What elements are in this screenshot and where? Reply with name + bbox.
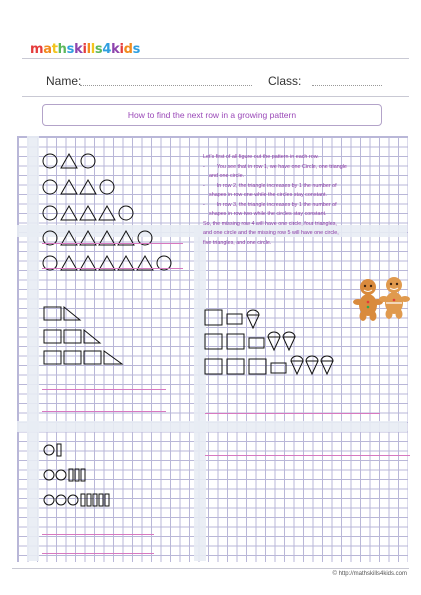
explanation-line: and one circle and the missing row 5 will have one circle, — [203, 230, 339, 236]
logo-letter: i — [119, 42, 124, 57]
circle-shape — [43, 256, 57, 270]
explanation-line: Let's first of all figure out the pattern in each row. — [203, 154, 319, 160]
logo-letter: a — [43, 42, 52, 57]
ice-cream-cone-shape — [291, 356, 303, 374]
square-shape — [44, 307, 61, 320]
explanation-line: - You see that in row 1, we have one Circle, one triangle — [203, 163, 347, 170]
pattern-three-row-3 — [205, 356, 333, 374]
triangle-shape — [61, 231, 77, 245]
explanation-line: shapes in row one while the circles stay constant. — [209, 192, 328, 198]
explanation-line: shapes in row two while the circles stay constant. — [209, 211, 327, 217]
circle-shape — [81, 154, 95, 168]
circle-shape — [43, 180, 57, 194]
square-shape — [64, 351, 81, 364]
triangle-shape — [80, 256, 96, 270]
circle-shape — [43, 154, 57, 168]
circle-shape — [43, 206, 57, 220]
square-shape — [227, 334, 244, 349]
bar-shape — [81, 469, 85, 481]
bar-shape — [87, 494, 91, 506]
bar-shape — [93, 494, 97, 506]
right-triangle-shape — [104, 351, 122, 364]
explanation-line: - In row 2, the triangle increases by 1 the number of — [203, 182, 337, 189]
triangle-shape — [118, 256, 134, 270]
rectangle-shape — [227, 314, 242, 324]
name-label: Name: — [46, 74, 82, 88]
ice-cream-cone-shape — [306, 356, 318, 374]
pattern-two-row-3 — [44, 351, 122, 364]
pattern-one-row-1 — [43, 154, 95, 168]
square-shape — [44, 330, 61, 343]
logo-letter: 4 — [102, 42, 112, 57]
triangle-shape — [137, 256, 153, 270]
ice-cream-cone-shape — [321, 356, 333, 374]
pattern-two-row-1 — [44, 307, 80, 320]
square-shape — [249, 359, 266, 374]
circle-shape — [56, 470, 66, 480]
pattern-two-row-2 — [44, 330, 100, 343]
triangle-shape — [80, 180, 96, 194]
circle-shape — [44, 495, 54, 505]
square-shape — [64, 330, 81, 343]
logo-letter: h — [57, 42, 67, 57]
pattern-three-row-2 — [205, 332, 295, 350]
circle-shape — [43, 231, 57, 245]
gingerbread-cookies-icon — [350, 275, 412, 323]
triangle-shape — [118, 231, 134, 245]
footer-url[interactable]: http://mathskills4kids.com — [338, 571, 407, 577]
pattern-one-row-3 — [43, 206, 133, 220]
copyright-icon: © — [332, 571, 337, 577]
pattern-three-row-1 — [205, 310, 259, 328]
bar-shape — [99, 494, 103, 506]
logo-letter: t — [51, 42, 58, 57]
triangle-shape — [99, 231, 115, 245]
bar-shape — [69, 469, 73, 481]
triangle-shape — [61, 180, 77, 194]
explanation-text — [203, 153, 405, 248]
square-shape — [205, 334, 222, 349]
logo-letter: k — [111, 42, 120, 57]
pattern-one-row-4 — [43, 231, 152, 245]
circle-shape — [119, 206, 133, 220]
explanation-line: - In row 3, the triangle increases by 1 the number of — [203, 201, 337, 208]
pattern-four-row-2 — [44, 469, 85, 481]
rectangle-shape — [271, 363, 286, 373]
footer — [333, 571, 407, 577]
square-shape — [227, 359, 244, 374]
logo-letter: i — [82, 42, 87, 57]
circle-shape — [138, 231, 152, 245]
triangle-shape — [80, 206, 96, 220]
ice-cream-cone-shape — [268, 332, 280, 350]
right-triangle-shape — [84, 330, 100, 343]
pattern-four — [44, 444, 109, 506]
logo-letter: s — [132, 42, 141, 57]
triangle-shape — [99, 206, 115, 220]
square-shape — [44, 351, 61, 364]
square-shape — [205, 310, 222, 325]
circle-shape — [68, 495, 78, 505]
ice-cream-cone-shape — [247, 310, 259, 328]
logo-letter: m — [30, 42, 44, 57]
right-triangle-shape — [64, 307, 80, 320]
logo-letter: s — [66, 42, 75, 57]
page-title: How to find the next row in a growing pattern — [127, 110, 297, 120]
footer-rule — [12, 568, 409, 569]
pattern-two — [44, 307, 122, 364]
class-label: Class: — [268, 74, 302, 88]
triangle-shape — [61, 154, 77, 168]
bar-shape — [81, 494, 85, 506]
explanation-line: five triangles, and one circle. — [203, 239, 272, 246]
circle-shape — [56, 495, 66, 505]
triangle-shape — [99, 256, 115, 270]
rectangle-shape — [249, 338, 264, 348]
pattern-three — [205, 310, 333, 374]
triangle-shape — [61, 206, 77, 220]
pattern-four-row-1 — [44, 444, 61, 456]
circle-shape — [100, 180, 114, 194]
pattern-four-row-3 — [44, 494, 109, 506]
logo-letter: l — [90, 42, 95, 57]
square-shape — [205, 359, 222, 374]
circle-shape — [157, 256, 171, 270]
bar-shape — [57, 444, 61, 456]
triangle-shape — [80, 231, 96, 245]
logo-letter: s — [94, 42, 103, 57]
circle-shape — [44, 470, 54, 480]
ice-cream-cone-shape — [283, 332, 295, 350]
logo-letter: l — [86, 42, 91, 57]
circle-shape — [44, 445, 54, 455]
explanation-line: and one circle. — [209, 173, 245, 179]
explanation-line: So, the missing row 4 will have one circle, four triangles, — [203, 220, 337, 227]
logo-letter: d — [123, 42, 133, 57]
pattern-one-row-2 — [43, 180, 114, 194]
bar-shape — [105, 494, 109, 506]
bar-shape — [75, 469, 79, 481]
triangle-shape — [61, 256, 77, 270]
logo-letter: k — [74, 42, 83, 57]
square-shape — [84, 351, 101, 364]
pattern-one-row-5 — [43, 256, 171, 270]
